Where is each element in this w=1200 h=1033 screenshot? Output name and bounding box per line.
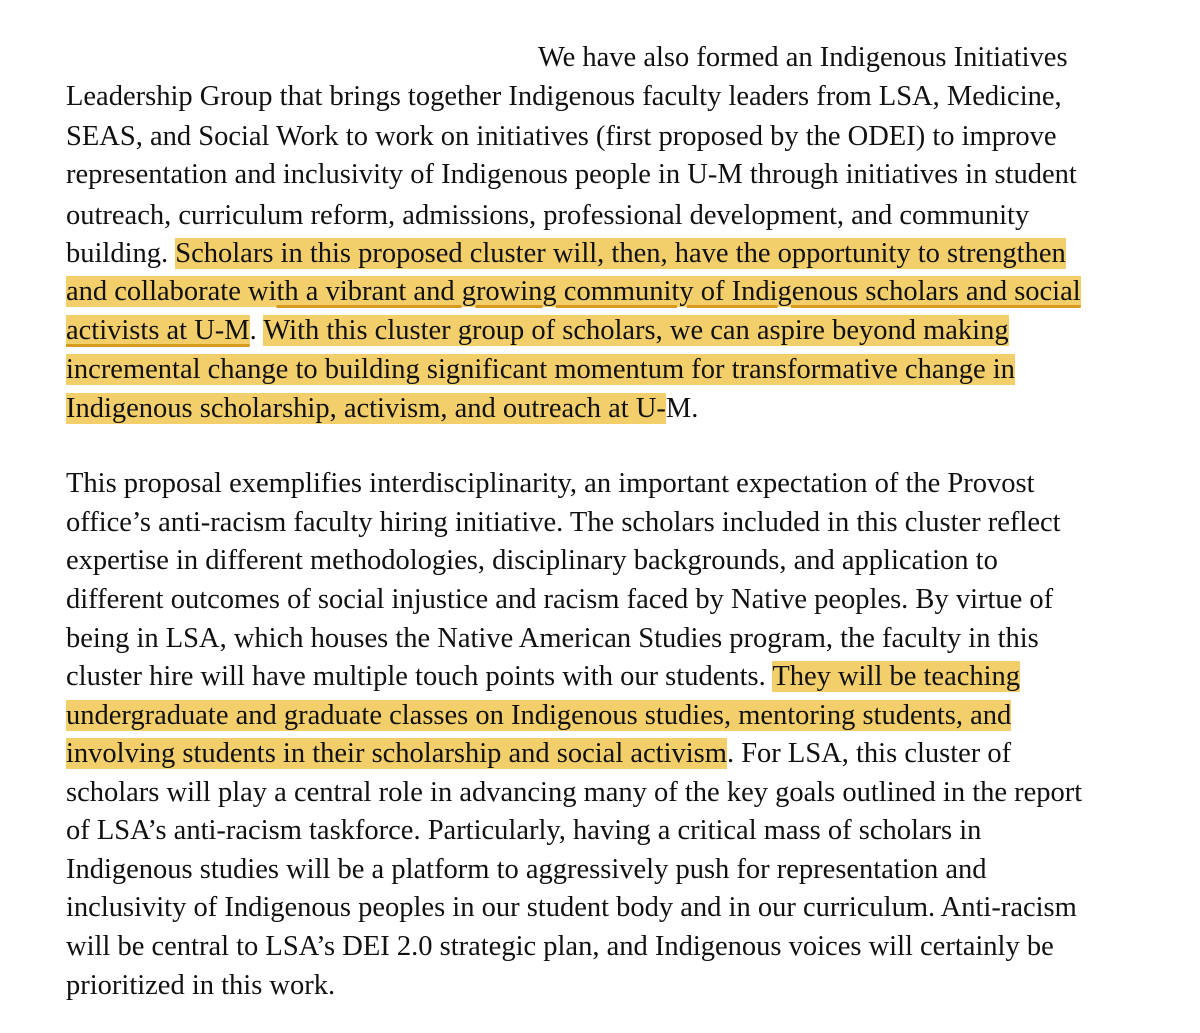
text-segment: We have also formed an Indigenous Initiatives [538,42,1068,73]
text-line [66,850,987,889]
text-line [66,580,1053,619]
text-segment: of LSA’s anti-racism taskforce. Particularly, having a critical mass of scholars in [66,815,982,846]
highlighted-text: They will be teaching [772,661,1021,692]
text-segment: cluster hire will have multiple touch points with our students. [66,661,773,692]
text-segment: representation and inclusivity of Indigenous people in U-M through initiatives in student [66,159,1077,190]
text-line [66,464,1035,503]
text-line [66,734,1011,773]
highlighted-text: and collaborate wi [66,276,277,307]
text-line [66,389,698,428]
text-line [66,77,1062,116]
text-segment: different outcomes of social injustice and racism faced by Native peoples. By virtue of [66,584,1054,615]
text-segment: prioritized in this work. [66,970,336,1001]
text-segment: outreach, curriculum reform, admissions, professional development, and community [66,200,1030,231]
text-segment: expertise in different methodologies, disciplinary backgrounds, and application to [66,545,998,576]
text-line [66,196,1029,235]
text-segment: will be central to LSA’s DEI 2.0 strategic plan, and Indigenous voices will certainly be [66,931,1054,962]
highlighted-text: Indigenous scholarship, activism, and outreach at U- [66,393,666,424]
highlighted-text: th a vibrant and growing community of Indigenous scholars and social [276,276,1081,307]
text-line [66,773,1082,812]
text-segment: being in LSA, which houses the Native American Studies program, the faculty in this [66,623,1039,654]
text-segment: SEAS, and Social Work to work on initiatives (first proposed by the ODEI) to improve [66,121,1057,152]
text-line [538,38,1068,77]
text-line [66,350,1015,389]
highlighted-text: activists at U-M [66,315,250,346]
text-line [66,234,1066,273]
text-segment: inclusivity of Indigenous peoples in our student body and in our curriculum. Anti-racism [66,892,1077,923]
text-segment: scholars will play a central role in advancing many of the key goals outlined in the report [66,777,1083,808]
text-line [66,888,1077,927]
text-line [66,927,1054,966]
highlighted-text: With this cluster group of scholars, we can aspire beyond making [263,315,1009,346]
text-line [66,619,1039,658]
text-segment: building. [66,238,176,269]
text-line [66,657,1020,696]
highlighted-text: Scholars in this proposed cluster will, then, have the opportunity to strengthen [175,238,1066,269]
highlighted-text: involving students in their scholarship and social activism [66,738,727,769]
text-line [66,311,1009,350]
highlighted-text: incremental change to building significant momentum for transformative change in [66,354,1015,385]
text-line [66,155,1077,194]
text-line [66,503,1061,542]
text-line [66,541,998,580]
text-segment: M. [665,393,699,424]
text-line [66,117,1057,156]
text-segment: . For LSA, this cluster of [726,738,1012,769]
text-line [66,811,981,850]
text-segment: Indigenous studies will be a platform to aggressively push for representation and [66,854,987,885]
text-segment: . [249,315,264,346]
text-segment: office’s anti-racism faculty hiring initiative. The scholars included in this cluster reflect [66,507,1061,538]
text-line [66,966,335,1005]
text-segment: This proposal exemplifies interdisciplinarity, an important expectation of the Provost [66,468,1035,499]
text-segment: Leadership Group that brings together Indigenous faculty leaders from LSA, Medicine, [66,81,1062,112]
text-line [66,272,1081,311]
highlighted-text: undergraduate and graduate classes on Indigenous studies, mentoring students, and [66,700,1012,731]
text-line [66,696,1011,735]
